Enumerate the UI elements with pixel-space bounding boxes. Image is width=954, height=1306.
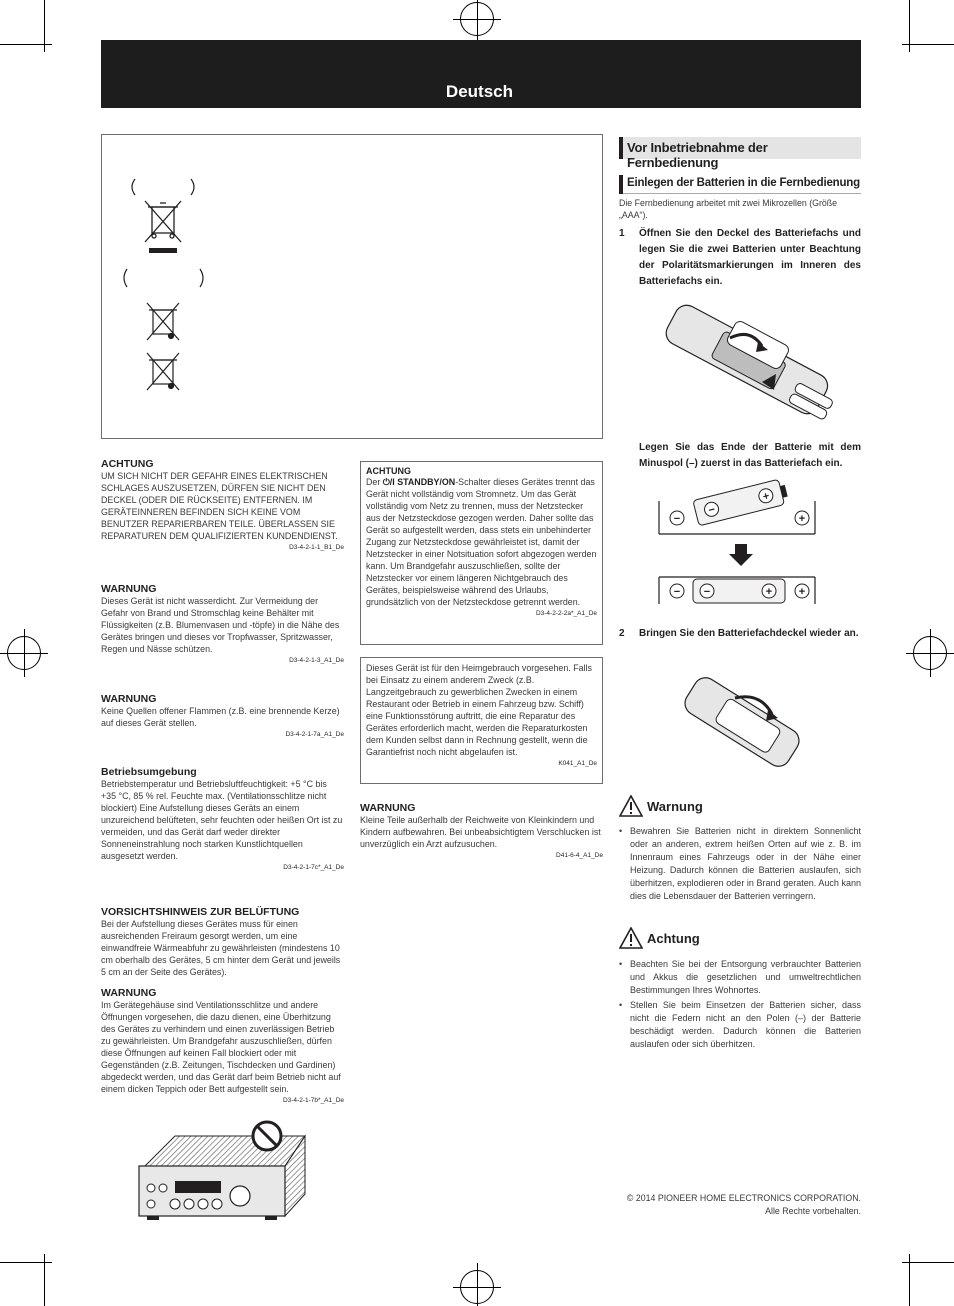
plus-symbol: + bbox=[761, 490, 771, 504]
minus-symbol: − bbox=[673, 513, 681, 525]
section-heading: Betriebsumgebung bbox=[101, 766, 197, 778]
doc-code: K041_A1_De bbox=[558, 760, 597, 767]
step-text: Öffnen Sie den Deckel des Batteriefachs und legen Sie die zwei Batterien unter Beachtung der Polaritätsmarkierungen im Inneren des Batteriefachs ein. bbox=[639, 228, 861, 287]
warning-triangle-icon bbox=[619, 927, 643, 949]
registration-mark-right bbox=[913, 636, 947, 670]
down-arrow-icon bbox=[729, 544, 753, 566]
achtung-list bbox=[619, 958, 861, 1053]
warning-triangle-icon bbox=[619, 795, 643, 817]
section-body: Keine Quellen offener Flammen (z.B. eine brennende Kerze) auf dieses Gerät stellen. bbox=[101, 706, 340, 728]
warnung-list bbox=[619, 825, 861, 905]
doc-code: D3-4-2-2-2a*_A1_De bbox=[535, 610, 597, 617]
section-heading: VORSICHTSHINWEIS ZUR BELÜFTUNG bbox=[101, 906, 300, 918]
achtung-title: Achtung bbox=[647, 931, 700, 946]
achtung-shock-section bbox=[101, 458, 344, 551]
step-2 bbox=[619, 626, 861, 660]
warnung-water-section bbox=[101, 583, 344, 664]
plus-symbol: + bbox=[798, 586, 806, 598]
list-item: • Stellen Sie beim Einsetzen der Batterien sicher, dass nicht die Federn nicht an den Polen (–) der Batterie beschädigt werden. Dadurch können die Batterien auslaufen oder sich überhitzen. bbox=[619, 999, 861, 1051]
section-title-text: Vor Inbetriebnahme der Fernbedienung bbox=[627, 140, 768, 170]
step-number: 2 bbox=[619, 628, 625, 639]
step-number: 1 bbox=[619, 228, 625, 239]
heimgebrauch-box bbox=[360, 657, 603, 784]
registration-mark-bottom bbox=[460, 1270, 494, 1304]
minus-symbol: − bbox=[703, 586, 711, 598]
section-body: UM SICH NICHT DER GEFAHR EINES ELEKTRISCHEN SCHLAGES AUSZUSETZEN, DÜRFEN SIE NICHT DEN DECKEL (ODER DIE RÜCKSEITE) ENTFERNEN. IM GERÄTEINNEREN BEFINDEN SICH KEINE VOM BENUTZER REPARIERBAREN TEILE. ÜBERLASSEN SIE REPARATUREN DEM QUALIFIZIERTEN KUNDENDIENST. bbox=[101, 471, 338, 541]
section-body: Betriebstemperatur und Betriebsluftfeuchtigkeit: +5 °C bis +35 °C, 85 % rel. Feuchte max. (Ventilationsschlitze nicht blockiert) Eine Aufstellung dieses Geräts an einem unzureichend belüfteten, sehr feuchten oder heißen Ort ist zu vermeiden, und das Gerät darf weder direkter Sonneneinstrahlung noch starken Kunstlichtquellen ausgesetzt werden. bbox=[101, 779, 343, 861]
step-1 bbox=[619, 226, 861, 296]
section-heading: ACHTUNG bbox=[101, 458, 154, 470]
registration-mark-top bbox=[460, 2, 494, 36]
language-title: Deutsch bbox=[445, 82, 513, 101]
intro-text: Die Fernbedienung arbeitet mit zwei Mikrozellen (Größe „AAA“). bbox=[619, 198, 838, 220]
disposal-symbols bbox=[102, 135, 602, 438]
section-heading: WARNUNG bbox=[101, 987, 157, 999]
amplifier-illustration bbox=[135, 1118, 315, 1228]
copyright-text: © 2014 PIONEER HOME ELECTRONICS CORPORATION. bbox=[626, 1193, 861, 1203]
body-text: -Schalter dieses Gerätes trennt das Gerät nicht vollständig vom Stromnetz. Um das Gerät vollständig vom Netz zu trennen, muss der Netzstecker aus der Netzsteckdose gezogen werden. Daher sollte das Gerät so aufgestellt werden, dass stets ein unbehinderter Zugang zur Netzsteckdose gewährleistet ist, damit der Netzstecker in einer Notsituation sofort abgezogen werden kann. Um Brandgefahr auszuschließen, sollte der Netzstecker vor einem längeren Nichtgebrauch des Gerätes, beispielsweise während des Urlaubs, grundsätzlich von der Netzsteckdose getrennt werden. bbox=[366, 477, 597, 607]
battery-polarity-diagram bbox=[655, 478, 820, 610]
doc-code: D3-4-2-1-7a_A1_De bbox=[285, 731, 344, 738]
rights-text: Alle Rechte vorbehalten. bbox=[765, 1206, 861, 1216]
belueftung-section bbox=[101, 906, 344, 978]
list-item: • Beachten Sie bei der Entsorgung verbrauchter Batterien und Akkus die gesetzlichen und umweltrechtlichen Bestimmungen Ihres Wohnortes. bbox=[619, 958, 861, 997]
betriebsumgebung-section bbox=[101, 766, 344, 871]
section-heading: WARNUNG bbox=[101, 693, 157, 705]
section-body bbox=[366, 476, 597, 608]
crossed-out-wheelie-bin-icon bbox=[147, 303, 179, 340]
plus-symbol: + bbox=[765, 586, 773, 598]
prohibited-icon bbox=[253, 1122, 281, 1150]
section-heading: WARNUNG bbox=[360, 802, 416, 814]
registration-mark-left bbox=[7, 636, 41, 670]
list-item: • Bewahren Sie Batterien nicht in direktem Sonnenlicht oder an anderen, extrem heißen Orten auf wie z. B. im Innenraum eines Fahrzeugs oder in der Nähe einer Heizung. Dadurch können die Batterien auslaufen, sich überhitzen, explodieren oder in Brand geraten. Auch kann dies die Lebensdauer der Batterien verringern. bbox=[619, 825, 861, 903]
doc-code: D3-4-2-1-7b*_A1_De bbox=[282, 1097, 344, 1104]
section-heading: WARNUNG bbox=[101, 583, 157, 595]
warnung-small-parts-section bbox=[360, 802, 603, 859]
section-body: Bei der Aufstellung dieses Gerätes muss für einen ausreichenden Freiraum gesorgt werden, um eine einwandfreie Wärmeabfuhr zu gewährleisten (mindestens 10 cm oberhalb des Gerätes, 5 cm hinter dem Gerät und jeweils 5 cm an der Seite des Gerätes). bbox=[101, 919, 341, 977]
section-title bbox=[619, 137, 861, 170]
section-body: Im Gerätegehäuse sind Ventilationsschlitze und andere Öffnungen vorgesehen, die dazu dienen, eine Überhitzung des Gerätes zu verhindern und einen zuverlässigen Betrieb zu gewährleisten. Um Brandgefahr auszuschließen, dürfen diese Öffnungen auf keinen Fall blockiert oder mit Gegenständen (z.B. Zeitungen, Tischdecken und Gardinen) abgedeckt werden, und das Gerät darf beim Betrieb nicht auf einem dicken Teppich oder Bett aufgestellt sein. bbox=[101, 1000, 341, 1094]
achtung-standby-box bbox=[360, 461, 603, 645]
step-text: Legen Sie das Ende der Batterie mit dem Minuspol (–) zuerst in das Batteriefach ein. bbox=[639, 442, 861, 469]
warnung-heading bbox=[619, 795, 861, 819]
achtung-heading bbox=[619, 927, 861, 951]
sub-title-text: Einlegen der Batterien in die Fernbedienung bbox=[627, 177, 860, 189]
section-body: Kleine Teile außerhalb der Reichweite von Kleinkindern und Kindern aufbewahren. Bei unbeabsichtigtem Verschlucken ist unverzüglich ein Arzt aufzusuchen. bbox=[360, 815, 601, 849]
body-prefix: Der bbox=[366, 477, 383, 487]
doc-code: D3-4-2-1-7c*_A1_De bbox=[283, 864, 344, 871]
warnung-flame-section bbox=[101, 693, 344, 738]
sub-title bbox=[619, 175, 861, 194]
crossed-out-wheelie-bin-icon bbox=[145, 201, 181, 242]
standby-label: ⏻/I STANDBY/ON bbox=[382, 477, 456, 487]
doc-code: D3-4-2-1-3_A1_De bbox=[289, 657, 344, 664]
doc-code: D3-4-2-1-1_B1_De bbox=[289, 544, 344, 551]
minus-symbol: − bbox=[673, 586, 681, 598]
section-body: Dieses Gerät ist nicht wasserdicht. Zur Vermeidung der Gefahr von Brand und Stromschlag keine Behälter mit Flüssigkeiten (z.B. Blumenvasen und -töpfe) in die Nähe des Gerätes bringen und dieses vor Tropfwasser, Spritzwasser, Regen und Nässe schützen. bbox=[101, 596, 340, 654]
copyright-notice bbox=[627, 1192, 861, 1218]
section-body: Dieses Gerät ist für den Heimgebrauch vorgesehen. Falls bei Einsatz zu einem anderem Zweck (z.B. Langzeitgebrauch zu gewerblichen Zwecken in einem Restaurant oder Betrieb in einem Fahrzeug bzw. Schiff) eine Funktionsstörung auftritt, die eine Reparatur des Gerätes erforderlich macht, werden die Reparaturkosten dem Kunden selbst dann in Rechnung gestellt, wenn die Garantiefrist noch nicht abgelaufen ist. bbox=[366, 663, 592, 757]
crossed-out-wheelie-bin-icon bbox=[147, 353, 179, 390]
doc-code: D41-6-4_A1_De bbox=[556, 852, 603, 859]
disposal-info-box bbox=[101, 134, 603, 439]
step-text: Bringen Sie den Batteriefachdeckel wieder an. bbox=[639, 628, 859, 639]
remote-closed-illustration bbox=[680, 668, 805, 776]
language-header bbox=[101, 40, 861, 108]
step-1b bbox=[639, 440, 861, 474]
plus-symbol: + bbox=[798, 513, 806, 525]
minus-symbol: − bbox=[707, 503, 717, 517]
section-heading: ACHTUNG bbox=[366, 466, 411, 476]
warnung-title: Warnung bbox=[647, 799, 703, 814]
remote-open-illustration bbox=[650, 298, 840, 428]
warnung-ventilation-section bbox=[101, 987, 344, 1104]
